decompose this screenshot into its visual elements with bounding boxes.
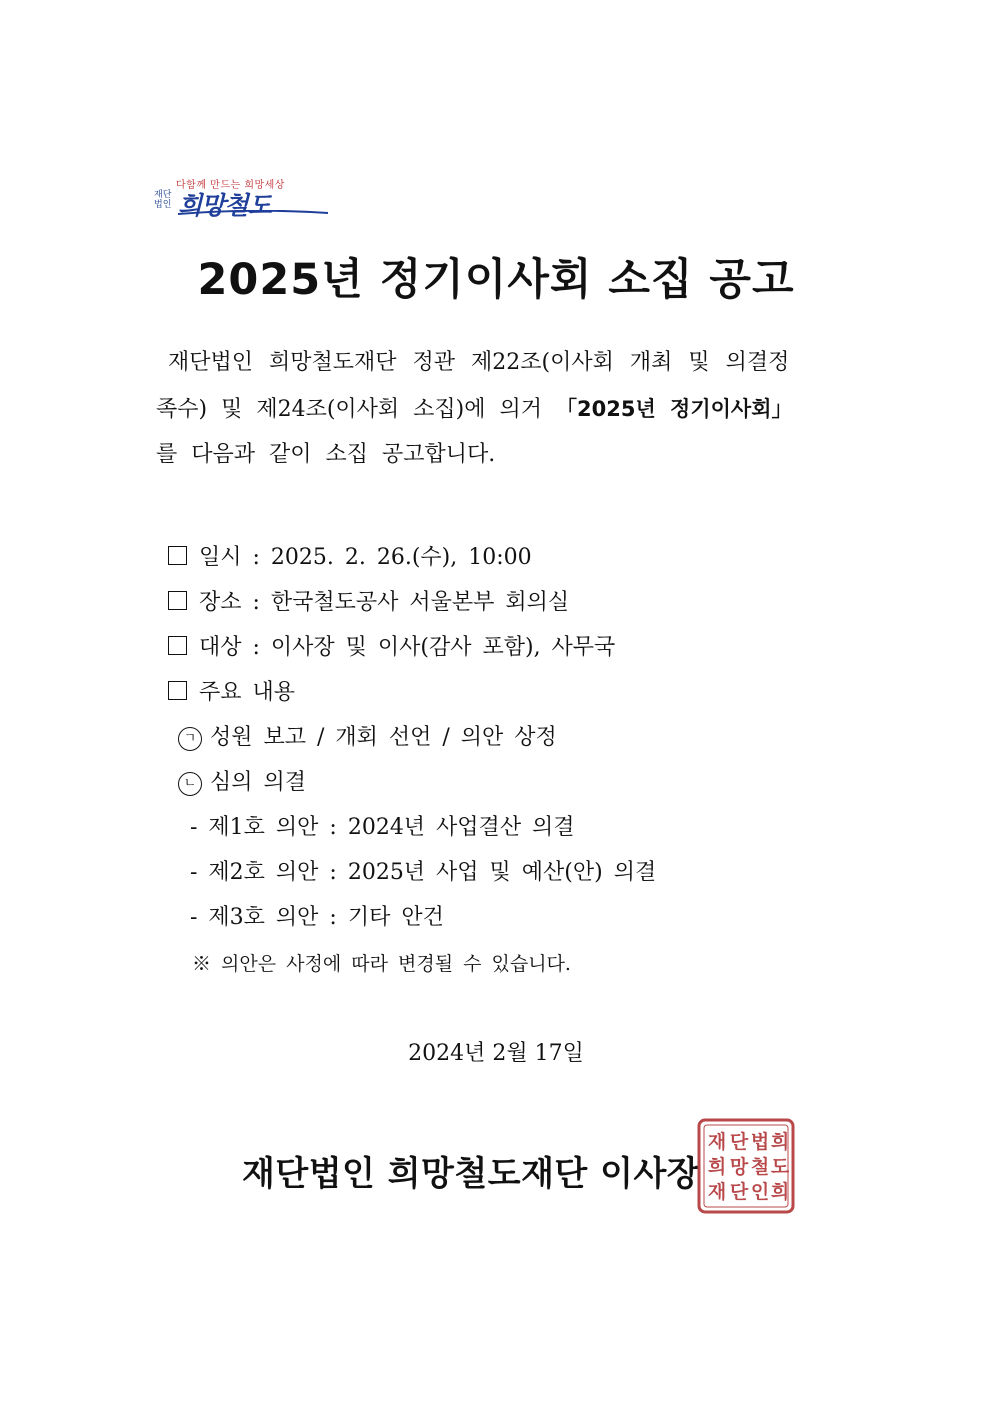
logo-brand-name: 희망철도 bbox=[178, 191, 271, 220]
intro-line-2 bbox=[156, 386, 840, 432]
svg-text:희: 희 bbox=[770, 1181, 790, 1203]
svg-text:단: 단 bbox=[729, 1131, 749, 1153]
checkbox-square-icon bbox=[168, 681, 187, 700]
intro-line-2-text: 족수) 및 제24조(이사회 소집)에 의거 bbox=[156, 397, 556, 422]
meeting-name: 「2025년 정기이사회」 bbox=[556, 397, 793, 421]
circled-marker-icon: ㄴ bbox=[178, 772, 202, 796]
svg-text:희: 희 bbox=[707, 1156, 727, 1178]
bill-1: - 제1호 의안 : 2024년 사업결산 의결 bbox=[190, 815, 575, 840]
official-seal-icon bbox=[697, 1118, 795, 1214]
detail-target bbox=[168, 626, 615, 670]
detail-place-text: 장소 : 한국철도공사 서울본부 회의실 bbox=[199, 590, 570, 615]
agenda-sub-1-text: 성원 보고 / 개회 선언 / 의안 상정 bbox=[210, 725, 557, 750]
detail-place bbox=[168, 581, 569, 625]
bill-3: - 제3호 의안 : 기타 안건 bbox=[190, 905, 444, 930]
circled-marker-icon: ㄱ bbox=[178, 727, 202, 751]
svg-text:인: 인 bbox=[750, 1181, 770, 1203]
logo-swoosh-icon bbox=[178, 210, 328, 216]
svg-text:법: 법 bbox=[750, 1131, 770, 1153]
logo-corp-label bbox=[154, 190, 176, 210]
agenda-note: ※ 의안은 사정에 따라 변경될 수 있습니다. bbox=[192, 953, 571, 975]
checkbox-square-icon bbox=[168, 546, 187, 565]
detail-target-text: 대상 : 이사장 및 이사(감사 포함), 사무국 bbox=[199, 635, 616, 660]
checkbox-square-icon bbox=[168, 636, 187, 655]
detail-schedule-text: 일시 : 2025. 2. 26.(수), 10:00 bbox=[199, 545, 532, 570]
agenda-sub-1 bbox=[178, 716, 557, 760]
agenda-sub-2 bbox=[178, 761, 306, 805]
svg-text:희: 희 bbox=[770, 1131, 790, 1153]
signer-name: 재단법인 희망철도재단 이사장 bbox=[242, 1154, 701, 1194]
notice-date: 2024년 2월 17일 bbox=[408, 1041, 584, 1066]
intro-line-1: 재단법인 희망철도재단 정관 제22조(이사회 개최 및 의결정 bbox=[168, 350, 790, 375]
page-title: 2025년 정기이사회 소집 공고 bbox=[197, 255, 795, 305]
logo-corp-line2: 법인 bbox=[154, 200, 172, 210]
bill-2: - 제2호 의안 : 2025년 사업 및 예산(안) 의결 bbox=[190, 860, 657, 885]
detail-schedule bbox=[168, 536, 532, 580]
svg-text:재: 재 bbox=[707, 1181, 727, 1203]
svg-text:재: 재 bbox=[707, 1131, 727, 1153]
foundation-logo bbox=[150, 176, 330, 220]
svg-text:철: 철 bbox=[750, 1156, 770, 1178]
svg-text:단: 단 bbox=[729, 1181, 749, 1203]
detail-agenda bbox=[168, 671, 295, 715]
detail-agenda-text: 주요 내용 bbox=[199, 680, 296, 705]
agenda-sub-2-text: 심의 의결 bbox=[210, 770, 307, 795]
intro-paragraph bbox=[156, 340, 840, 478]
logo-tagline: 다함께 만드는 희망세상 bbox=[176, 180, 285, 191]
logo-corp-line1: 재단 bbox=[154, 190, 172, 200]
intro-line-3: 를 다음과 같이 소집 공고합니다. bbox=[156, 442, 496, 467]
svg-text:도: 도 bbox=[770, 1156, 790, 1178]
checkbox-square-icon bbox=[168, 591, 187, 610]
svg-text:망: 망 bbox=[729, 1156, 749, 1178]
